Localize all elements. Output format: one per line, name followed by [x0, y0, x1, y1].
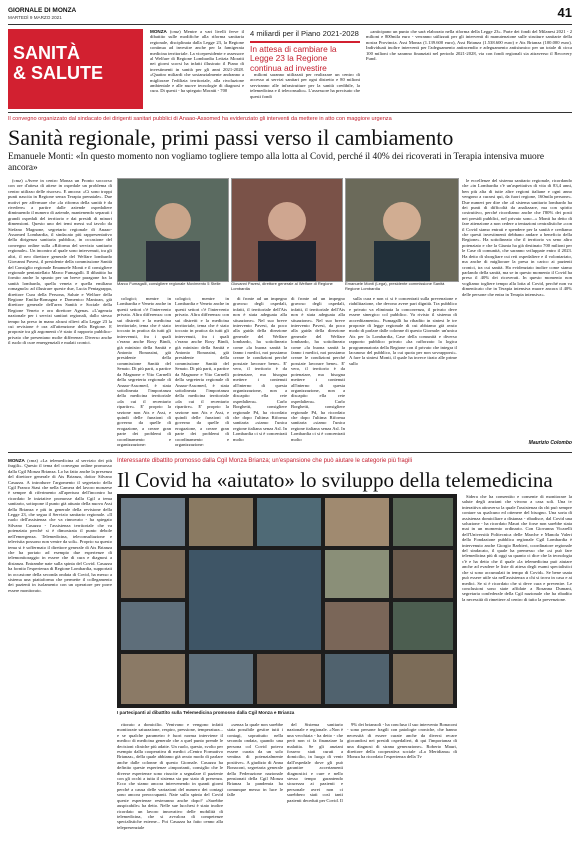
top-story-column-4 [366, 29, 572, 107]
main-story-kicker: Il convegno organizzato dal sindacato dei dirigenti sanitari pubblici di Anaao-Assomed ha evidenziato gli interventi da mettere in atto con maggiore urgenza [8, 116, 392, 122]
main-story-text-2: cologici; mentre in Lombardia e Veneto anche in questi settori c'è l'intervento privato. Altra differenza: con sui distretti e la medicina territoriale, tema che è stato toccato in pratica da tutti gli intervenuti, fra i quali c'erano anche Rosy Bindi, già ministro della Sanità e Antonio Bonassini, già presidente della commissione Sanità del Senato. Di più parti, a partire da Magnone e Vito Carnelli della segreteria regionale di Anaao-Assomed, è stata sottolineata l'importanza della medicina territoriale «da cui il recentario ripartire». E' proprio la sezione non Ats e Asst, e quindi delle funzioni di governo da quelle di erogazione, a creare gran parte dei problemi di coordinamento e organizzazione: [117, 296, 171, 447]
photo-caption-pavesi: Giovanni Pavesi, direttore generale al Welfare di Regione Lombardia [231, 281, 333, 291]
photo-monti [345, 178, 459, 282]
photo-caption-fumagalli: Marco Fumagalli, consigliere regionale Movimento 5 Stelle [117, 281, 221, 286]
section-title-line1: SANITÀ [13, 43, 80, 63]
separator-top [8, 112, 572, 113]
photo-pavesi [231, 178, 343, 282]
main-story-text-5: le eccellenze del sistema sanitario regionale, ricordando che «in Lombardia c'è un'aspettativa di vita di 83,4 anni, ben più alta di tutte altre regioni italiane e ogni anno vengono a curarsi qui, da fuori regione, 160mila persone». Due numeri per dire che «il sistema sanitario lombardo ha dei punti di difficoltà da analizzare, ma con spirito costruttivo, perché ricordiamo anche che l'80% dei posti nei presidi pubblici, nel privato sono...» Monti ha detto di fare attenzione a non cedere a tentazioni centralistiche «con il Covid siamo entrati e spendere per la sanità e crediamo che questi investimenti debbano andare a beneficio della Regione». Ha sottolineato che il territorio va seno altro potenziato e che la Giunta ha già destinato 700 milioni per le Case di comunità, che saranno sviluppate entro il 2023. Ha detto di sborgliare cui reti ospedaliere e il volontariato, ma anche di migliorare la presa in carico ai pazienti cronici, tra cui sanità. Ha evidenziato inoltre come siamo parlando della sanità, ma se in questo momento il Covid ha preso il 40% dei ricoverati. In questo momento non vogliamo togliere tempo alla lotta al Covid, perché non va dimenticato che in Terapia intensiva muore ancora il 40% delle persone che entra in Terapia intensiva». [462, 178, 572, 297]
main-story-signature: Maurizio Colombo [528, 440, 572, 446]
page-header [8, 4, 572, 25]
page-number: 41 [557, 5, 572, 20]
main-story-text-1: (cmz) «Avere in centro Monza un Pronto soccorso con ore d'attesa di attese in ospedale un problema di centro utilizzo delle risorse». E ancora: «Ci sono troppi punti nascita in Regione senza Terapia prenatale». Due motivi per affermare che «la riforma della sanità è da rivedere» a partire dalle aziende ospedaliere diminuendo il numero di aziende, mantenendo separati i grandi ospedali del territorio e dai presidi di minori dimensioni. Questo uno dei temi messi sul tavolo da Stefano Magnone, segretario regionale di Anaao-Assomed Lombardia, il sindacato più rappresentativo della dirigenza sanitaria pubblica, in occasione del convegno online sulla «Riforma del servizio sanitario regionale». Un incontro al quale sono intervenuti, tra gli altri, il neo direttore generale del Welfare lombardo Giovanni Pavesi, il presidente della commissione Sanità del Consiglio regionale Emanuele Monti e il consigliere regionale pentastellato Marco Fumagalli. Il dibattito ha fornito anche lo spunto per un breve paragone fra la sanità lombarda, quella veneta e quella emiliano romagnola: ad illustrare queste due, Lucia Pentagrappa, direttore Cura della Persona, Salute e Welfare della Regione Emilia-Romagna e Domenico Mantoan, già direttore generale dell'area Sanità e Sociale della Regione Veneto e ora direttore Agenas. «L'agenzia nazionale per i servizi sanitari regionali, dallo stesso tempo ha preso in mano alcuni rilievi alla Legge 23 la cui revisione è ora all'attenzione della Regione. E proposte tra gli argomenti c'è stato il rapporto pubblico-privato che presentano molte differenze. Diverso anche il ruolo di cure emergenziali e malati cronici. [8, 178, 112, 346]
main-story-text-3: di fronte ad un impegno gravoso degli ospedali, infatti, il territoriale dell'Ats non è stata adeguata alla situazione». Nel suo breve intervento Pavesi, da poco alla guida della direzione generale del Welfare lombardo, ha sottolineato come «la buona sanità la fanno i medici, noi possiamo creare le condizioni perché possiate lavorare bene». E' vero, il territorio è da potenziare, ma bisogna mettere i contenuti all'interno di questa organizzazione, non a discapito ella rete ospedaliera». Carlo Borghetti, consigliere regionale Pd, ha ricordato che dopo l'ultima Riforma sanitaria «siamo l'unica regione italiana senza Asl. In Lombardia ci si è concentrati molto [233, 296, 287, 442]
top-story-text-3: milioni saranno utilizzati per realizzare un centro di accesso ai servizi sanitari per ogni distretto e 80 milioni serviranno alle infrastrutture per la sanità credibile, la telemedicina e il teleconsulto». L'assessore ha precisato che questi fondi [250, 72, 360, 99]
portrait-image [118, 179, 228, 281]
top-story-column-3 [250, 72, 360, 108]
main-story-column-5 [462, 178, 572, 440]
highlight-rule [250, 41, 360, 43]
video-call-screenshot [117, 494, 457, 708]
second-story-title: Il Covid ha «aiutato» lo sviluppo della telemedicina [117, 468, 553, 492]
main-story-subtitle: Emanuele Monti: «In questo momento non vogliamo togliere tempo alla lotta al Covid, perché il 40% dei ricoverati in Terapia intensiva muore ancora» [8, 152, 545, 173]
top-story-highlight-box [250, 29, 360, 73]
second-story-column-3 [227, 722, 283, 836]
main-story-column-3 [233, 296, 287, 448]
portrait-image [346, 179, 458, 281]
second-story-column-5 [347, 722, 457, 836]
second-story-column-4 [287, 722, 343, 836]
top-story-highlight: 4 miliardi per il Piano 2021-2028 [250, 29, 359, 38]
top-story-highlight-sub: In attesa di cambiare la Legge 23 la Regione continua ad investire [250, 43, 337, 73]
second-story-text-3: «senza la quale non sarebbe stata possibile gestire tutti i contagi, soprattutto nella seconda ondata, quando una persona col Covid poteva essere curata da un solo ventina di potenzialmente positive». A giudizio di Anna Bonaconi, segretaria generale della Federazione nazionale pensionati della Cgil Monza Brianza la pandemia ha comunque messo in luce le falle [227, 722, 283, 798]
main-story-column-2 [117, 296, 171, 448]
main-story-title: Sanità regionale, primi passi verso il cambiamento [8, 125, 454, 150]
section-banner [8, 29, 143, 109]
second-story-photo-caption: I partecipanti al dibattito sulla Telemedicina promosso dalla Cgil Monza e Brianza [117, 710, 295, 715]
main-story-column-1 [8, 178, 112, 448]
second-story-text-6: Sidera che ha consentito e consente di monitorare la salute degli anziani che vivono a casa soli. Una tv interattiva attraverso la quale l'assistenza da chi può sempre contare su qualcuno ed ottenere del bisogno. Una sorta di assistenza domiciliare a distanza - ribadisce, dal Covid una soluzione - ha ricordato Mauri che forse non sarebbe stata mai in un momento ordinario. Con Giovanna Vicarelli dell'Università Politecnica delle Marche e Manola Valeri dello Fondazione pubblica regionale Cgil Lombardia è intervenuto anche Giorgio Barbieri, coordinatore regionale del sindacato, il quale ha premesso che «si può fare telemedicina più di oggi su quanto ci dice che la tecnologia c'è e ha detto che il quale «la telemedicina può aiutare anche ad evadere le liste di attesa degli esami specialistici che si sono accumulati in tempo di Covid». Se bene usata può essere utile sia nell'assistenza a chi si trova in casa e ai medici. Se si è ricordato che si deve cura e prevenire. Le conclusioni sono state affidate a Rosanna Dumani, segretaria confederale della Cgil nazionale che ha ribadito la necessità di rimettere al centro di tutto la prevenzione. [462, 494, 572, 602]
separator-middle [8, 452, 572, 453]
second-story-lead: MONZA [8, 458, 25, 463]
second-story-column-6 [462, 494, 572, 836]
main-story-column-3b [291, 296, 345, 448]
main-story-text-4: sulla cura e non ci si è concentrati sulla prevenzione e riabilitazione, che devono avere pari dignità. Tra pubblico e privato va eliminata la concorrenza, il privato deve essere sinergico col pubblico. Va rivisto il sistema di accreditamento». Fumagalli ha ribadito in sintesi le tre proposte di legge regionale di cui abbiamo già avuto modo di parlare dalle colonne di questo Giornale: un'unica Ats per la Lombardia, Case della comunità e diverso rapporto pubblico privato «ha rafforzato la logica programmatoria della Regione con il privato che integra il lacunoso del pubblico, la cui quota per non sovrapporsi». A fare la sintesi Monti, il quale ha invece tirato alle prime sullo [349, 296, 457, 366]
top-story-lead: MONZA [150, 29, 167, 34]
photo-fumagalli [117, 178, 229, 282]
newspaper-name: GIORNALE DI MONZA [8, 7, 77, 14]
top-story-column-1 [150, 29, 244, 107]
second-story-text-2: ritorato a domicilio. Venivano e vengono infatti monitorate saturazione, respiro, pressione, temperatura... e se qualche parametro è fuori norma interviene il medico di medicina generale che a quel punto prende le decisioni cliniche più adatte. Un ruolo, questo, svolto per esempio dalla cooperativa di medici «Centro Formativo Brianza», della quale abbiamo già avuto modo di parlare anche dalle colonne di questo Giornale. Casazza ha definito queste esperienze «importanti, consiglio che le diverse esperienze sono riuscite a segnalare il paziente con gli occhi a tutta il sistema sia pur stato di presenza. Ecco che siamo ancora intervenendo in quanti giorni perché a causa delle variazioni del numero dei contagi sono ancora preoccupanti. Nate sulla spinta del Covid queste esperienze resteranno anche dopo? «Sarebbe auspicabile» ha detto. Nelle sue lucchesi è stato inoltre ricordato un lavoro innovativo delle mobilità di telemedicina, che si avvalora di competenze specialistiche esterne... Poi Casazza ha fatto cenno alla telepresenziale [117, 722, 223, 830]
second-story-tag: (cmz) [27, 458, 38, 463]
second-story-text-4: del Sistema sanitario nazionale e regionale. «Non è una vecchiaia - ha detto - che però non ci fa finanziare la malattia. Se gli anziani fossero stati curati a domicilio, in luogo di venir dall'ospedale dove gli può garantire accertamenti diagnostici e cure e nello stesso tempo garantendo sicurezza ai pazienti e personale avrei non ci sarebbero stati così tanti pazienti deceduti per Covid. Il [287, 722, 343, 803]
photo-caption-monti: Emanuele Monti (Lega), presidente commissione Sanità Regione Lombardia [345, 281, 445, 291]
issue-date: MARTEDÌ 9 MARZO 2021 [8, 15, 62, 20]
second-story-text-1: «La telemedicina al servizio dei più fragili». Questo il tema del convegno online promosso dalla Cgil Monza Brianza. Lo ha fatto anche la presenza del direttore generale di Ats Brianza, dottor Silvano Casazza. A introdurre l'argomento il segretario della Cgil Franco Stasi che nella Camera del lavoro monzese è sempre di riferimento all'apertura dell'incontro ha ricordato le iniziative promosse dalla Cgil a tema sanitario, sottopone il punto già attuato della nuova Asst della Brianza e più in generale della revisione della Legge 23, che segua il Servizio sanitario regionale. «Il ruolo dell'assistenza che va rinnovato - ha spiegato Silvano Casazza - l'assistenza territoriale che va potenziata perché si è dimostrata il punto debole nell'emergenza. Telemedicina, teleconsultazione e televisita possono non venire da soli». Proprio su questo tema si è soffermato il direttore generale di Ats Brianza che ha portato ad esempio due esperienze di telemonitoraggio in essere che di cura e diagnosi a distanza. Entrambe nate sulla spinta del Covid. Casazza ha fornito l'esperienza di Regione Lombardia, supportati in occasione della seconda ondata di Covid, ha messo a sistema una piattaforma che permette il collegamento dei pazienti in isolamento con un operatore per porre essere monitorato. [8, 458, 112, 593]
video-call-grid [117, 494, 457, 708]
second-story-column-2 [117, 722, 223, 836]
portrait-image [232, 179, 342, 281]
top-story-tag: (cmz) [169, 29, 181, 34]
main-story-text-2b: cologici; mentre in Lombardia e Veneto anche in questi settori c'è l'intervento privato. Altra differenza: con sui distretti e la medicina territoriale, tema che è stato toccato in pratica da tutti gli intervenuti, fra i quali c'erano anche Rosy Bindi, già ministro della Sanità e Antonio Bonassini, già presidente della commissione Sanità del Senato. Di più parti, a partire da Magnone e Vito Carnelli della segreteria regionale di Anaao-Assomed, è stata sottolineata l'importanza della medicina territoriale «da cui il recentario ripartire». E' proprio la sezione non Ats e Asst, e quindi delle funzioni di governo da quelle di erogazione, a creare gran parte dei problemi di coordinamento e organizzazione: [175, 296, 229, 447]
section-title-line2: & SALUTE [13, 63, 103, 83]
second-story-kicker: Interessante dibattito promosso dalla Cgil Monza Brianza; un'espansione che può aiutare le categorie più fragili [117, 458, 412, 464]
top-story-text-1: Mentre a vari livelli ferve il dibattito sulle modifiche alla riforma sanitaria regionale, disciplinata dalla Legge 23, la Regione continua ad investire anche per la famigerata medicina territoriale. La vicepresidente e assessore al Welfare di Regione Lombardia Letizia Moratti nei giorni scorsi ha infatti illustrato il Piano di investimenti in sanità per gli anni 2021-2028. «Quattro miliardi che sostanzialmente andranno a migliorare l'edilizia territoriale, alla rivoluzione ambientale e alle nuove tecnologie di diagnosi e cura. Di questi - ha spiegato Moratti - 700 [150, 29, 244, 94]
main-story-column-4 [349, 296, 457, 448]
main-story-column-2b [175, 296, 229, 448]
second-story-text-5: 9% dei brianzoli - ha concluso il suo intervento Bonaconi - sono persone fragili con patologie croniche, che hanno necessità di essere curate anche da diversi recare giocandosi nei presidi ospedalieri, di qui l'importanza di una diagnosi di strana generazione». Roberto Mauri, direttore della cooperativa sociale «La Meridiana» di Monza ha ricordato l'esperienza della Tv [347, 722, 457, 760]
second-story-column-1 [8, 458, 112, 836]
top-story-text-4: «anticipano un punto che sarà elaborato nella riforma della Legge 23». Parte dei fondi del Milanesi 2021 - 2 milioni e 800mila euro - verranno utilizzati per gli interventi di manutenzione sulle strutture sanitarie della nostra Provincia. Asst Monza (1.139.600 euro), Asst Brianza (1.538.600 euro) e Ats Brianza (100.000 euro). Individuati inoltre interventi per l'adeguamento antincendio e adeguamento antisismico per un totale di circa 100 milioni che saranno finanziati nel periodo 2021-2028, via con fondi regionali sia attraverso il Recovery Fund. [366, 29, 572, 62]
main-story-text-3b: di fronte ad un impegno gravoso degli ospedali, infatti, il territoriale dell'Ats non è stata adeguata alla situazione». Nel suo breve intervento Pavesi, da poco alla guida della direzione generale del Welfare lombardo, ha sottolineato come «la buona sanità la fanno i medici, noi possiamo creare le condizioni perché possiate lavorare bene». E' vero, il territorio è da potenziare, ma bisogna mettere i contenuti all'interno di questa organizzazione, non a discapito ella rete ospedaliera». Carlo Borghetti, consigliere regionale Pd, ha ricordato che dopo l'ultima Riforma sanitaria «siamo l'unica regione italiana senza Asl. In Lombardia ci si è concentrati molto [291, 296, 345, 442]
